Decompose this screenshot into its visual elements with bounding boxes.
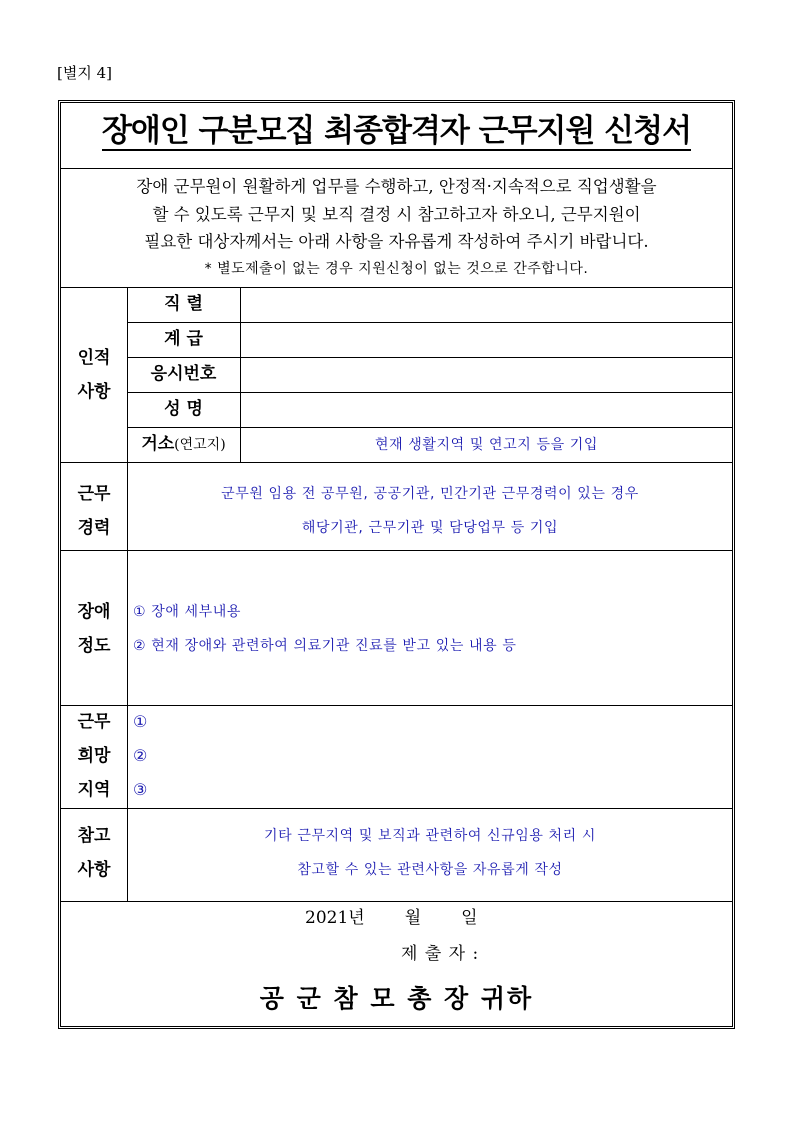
- name-field[interactable]: [241, 393, 732, 427]
- form-title: 장애인 구분모집 최종합격자 근무지원 신청서: [101, 113, 692, 149]
- submitter-label: 제 출 자 :: [401, 944, 480, 964]
- recipient: 공 군 참 모 총 장 귀하: [259, 984, 534, 1013]
- hint-line: 기타 근무지역 및 보직과 관련하여 신규임용 처리 시: [264, 828, 596, 844]
- date-year: 2021년: [305, 908, 365, 928]
- exam-number-field[interactable]: [241, 358, 732, 392]
- section-preferred-region: [61, 705, 127, 807]
- disability-field[interactable]: [133, 595, 732, 663]
- section-label-line: 사항: [77, 382, 111, 402]
- form-intro: [61, 173, 732, 283]
- hint-line: ② 현재 장애와 관련하여 의료기관 진료를 받고 있는 내용 등: [133, 638, 517, 654]
- divider: [61, 550, 732, 551]
- date-line: [305, 906, 605, 930]
- section-label-line: 정도: [77, 636, 111, 656]
- section-disability: [61, 595, 127, 663]
- application-form: [58, 100, 735, 1029]
- divider: [61, 462, 732, 463]
- section-label-line: 근무: [77, 712, 111, 732]
- label-residence: [127, 427, 240, 462]
- region-item: ②: [133, 746, 148, 765]
- section-career: [61, 477, 127, 545]
- section-label-line: 장애: [77, 602, 111, 622]
- hint-line: ① 장애 세부내용: [133, 604, 241, 620]
- divider: [61, 808, 732, 809]
- preferred-region-field[interactable]: [133, 705, 732, 807]
- divider: [61, 168, 732, 169]
- rank-field[interactable]: [241, 323, 732, 357]
- annex-label: [별지 4]: [57, 64, 112, 82]
- date-day: 일: [461, 908, 478, 928]
- intro-line: 할 수 있도록 근무지 및 보직 결정 시 참고하고자 하오니, 근무지원이: [152, 204, 641, 224]
- section-label-line: 인적: [77, 348, 111, 368]
- intro-line: 장애 군무원이 원활하게 업무를 수행하고, 안정적·지속적으로 직업생활을: [136, 177, 657, 196]
- hint-line: 해당기관, 근무기관 및 담당업무 등 기입: [301, 520, 559, 536]
- region-item: ①: [133, 712, 148, 731]
- section-label-line: 희망: [77, 746, 111, 766]
- section-label-line: 경력: [77, 518, 111, 538]
- hint-line: 군무원 임용 전 공무원, 공공기관, 민간기관 근무경력이 있는 경우: [221, 486, 639, 502]
- section-label-line: 지역: [77, 780, 111, 800]
- label-name: 성 명: [164, 399, 203, 419]
- intro-note: * 별도제출이 없는 경우 지원신청이 없는 것으로 간주합니다.: [204, 260, 589, 277]
- label-exam-number: 응시번호: [150, 364, 217, 384]
- section-remarks: [61, 819, 127, 887]
- section-label-line: 근무: [77, 484, 111, 504]
- career-field[interactable]: [128, 477, 732, 545]
- residence-label-main: 거소: [141, 434, 175, 454]
- section-label-line: 사항: [77, 860, 111, 880]
- remarks-field[interactable]: [128, 819, 732, 887]
- label-rank: 계 급: [164, 329, 203, 349]
- label-series: 직 렬: [164, 294, 203, 314]
- date-month: 월: [404, 908, 422, 928]
- series-field[interactable]: [241, 288, 732, 322]
- hint-line: 참고할 수 있는 관련사항을 자유롭게 작성: [297, 862, 563, 878]
- residence-label-sub: (연고지): [174, 437, 226, 453]
- region-item: ③: [133, 780, 148, 799]
- section-personal: [61, 341, 127, 409]
- intro-line: 필요한 대상자께서는 아래 사항을 자유롭게 작성하여 주시기 바랍니다.: [144, 232, 649, 251]
- section-label-line: 참고: [77, 826, 111, 846]
- divider: [61, 901, 732, 902]
- residence-field[interactable]: 현재 생활지역 및 연고지 등을 기입: [375, 437, 598, 453]
